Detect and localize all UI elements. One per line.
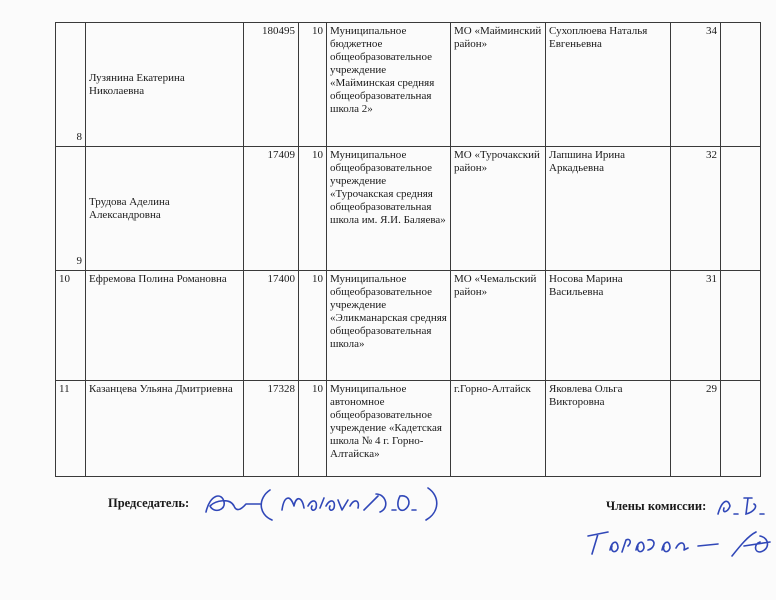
student-name: Казанцева Ульяна Дмитриевна — [86, 381, 244, 477]
district: МО «Чемальский район» — [451, 271, 546, 381]
district: МО «Майминский район» — [451, 23, 546, 147]
table-row — [56, 381, 761, 477]
member-signature-2 — [584, 526, 774, 560]
extra-cell — [721, 271, 761, 381]
district: г.Горно-Алтайск — [451, 381, 546, 477]
extra-cell — [721, 381, 761, 477]
score: 32 — [671, 147, 721, 271]
chair-label: Председатель: — [108, 496, 190, 510]
school-name: Муниципальное общеобразовательное учреждение «Эликманарская средняя общеобразовательная школа» — [327, 271, 451, 381]
score: 29 — [671, 381, 721, 477]
row-number: 8 — [56, 23, 86, 147]
participant-code: 180495 — [244, 23, 299, 147]
row-number: 10 — [56, 271, 86, 381]
school-name: Муниципальное автономное общеобразовательное учреждение «Кадетская школа № 4 г. Горно-Алтайска» — [327, 381, 451, 477]
school-name: Муниципальное общеобразовательное учреждение «Турочакская средняя общеобразовательная школа им. Я.И. Баляева» — [327, 147, 451, 271]
chair-signature — [200, 484, 450, 524]
district: МО «Турочакский район» — [451, 147, 546, 271]
score: 34 — [671, 23, 721, 147]
table-row — [56, 271, 761, 381]
student-name: Лузянина Екатерина Николаевна — [86, 23, 244, 147]
teacher-name: Носова Марина Васильевна — [546, 271, 671, 381]
table-row — [56, 147, 761, 271]
members-label: Члены комиссии: — [606, 499, 707, 513]
grade: 10 — [299, 381, 327, 477]
table-row — [56, 23, 761, 147]
participant-code: 17409 — [244, 147, 299, 271]
teacher-name: Сухоплюева Наталья Евгеньевна — [546, 23, 671, 147]
row-number: 9 — [56, 147, 86, 271]
extra-cell — [721, 23, 761, 147]
student-name: Ефремова Полина Романовна — [86, 271, 244, 381]
participant-code: 17328 — [244, 381, 299, 477]
score: 31 — [671, 271, 721, 381]
school-name: Муниципальное бюджетное общеобразовательное учреждение «Майминская средняя общеобразовательная школа 2» — [327, 23, 451, 147]
member-signature-1 — [714, 494, 774, 520]
grade: 10 — [299, 271, 327, 381]
grade: 10 — [299, 147, 327, 271]
teacher-name: Яковлева Ольга Викторовна — [546, 381, 671, 477]
teacher-name: Лапшина Ирина Аркадьевна — [546, 147, 671, 271]
extra-cell — [721, 147, 761, 271]
grade: 10 — [299, 23, 327, 147]
participant-code: 17400 — [244, 271, 299, 381]
results-table — [55, 22, 761, 477]
row-number: 11 — [56, 381, 86, 477]
student-name: Трудова Аделина Александровна — [86, 147, 244, 271]
